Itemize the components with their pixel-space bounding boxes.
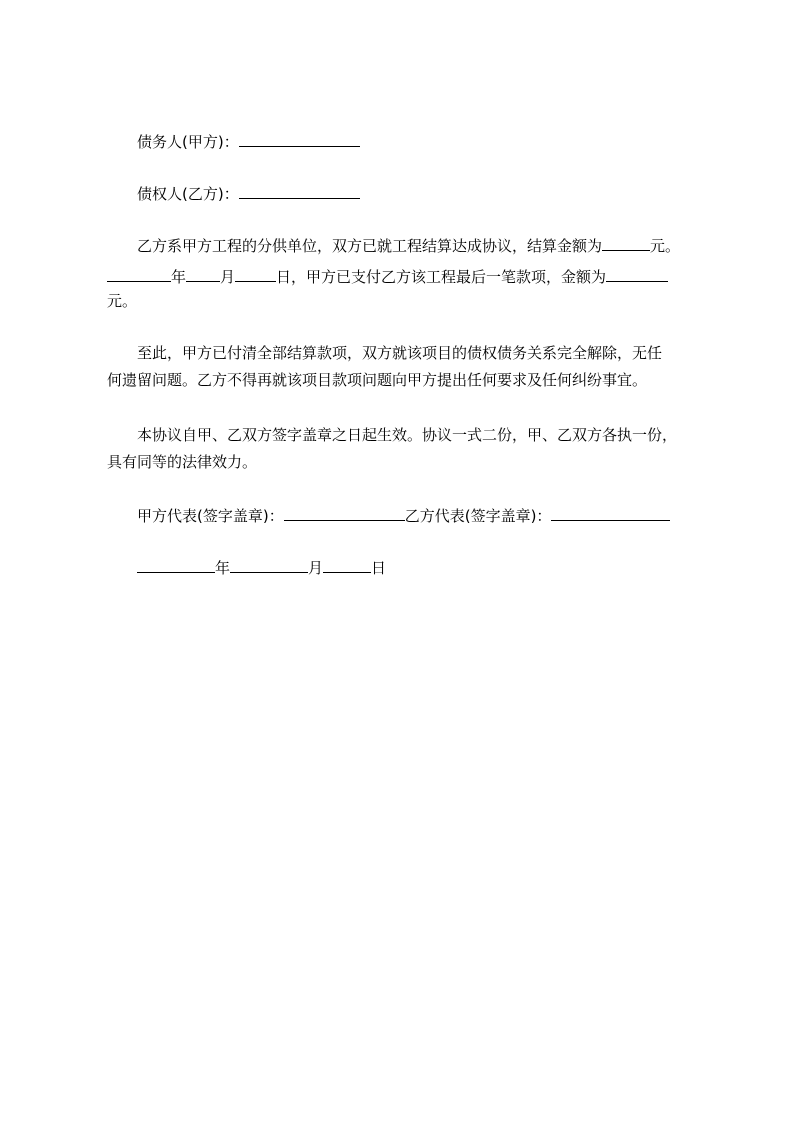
party-a-signature-blank[interactable]	[284, 506, 405, 521]
payment-text: 日，甲方已支付乙方该工程最后一笔款项，金额为	[276, 268, 607, 286]
debtor-label: 债务人(甲方)：	[137, 133, 239, 151]
payment-year-blank[interactable]	[107, 267, 171, 282]
paragraph3-line2	[107, 451, 257, 473]
sign-month-label: 月	[308, 559, 324, 577]
paragraph2-line1	[137, 342, 662, 364]
creditor-line	[137, 183, 360, 205]
sign-year-blank[interactable]	[137, 558, 215, 573]
effect-text-line2: 具有同等的法律效力。	[107, 453, 258, 471]
date-line	[137, 557, 386, 579]
paragraph2-line2	[107, 369, 647, 391]
paragraph1-line3	[107, 290, 137, 312]
party-b-signature-label: 乙方代表(签字盖章)：	[404, 507, 552, 525]
paragraph1-line2	[107, 266, 668, 288]
sign-day-label: 日	[371, 559, 387, 577]
creditor-label: 债权人(乙方)：	[137, 185, 239, 203]
settlement-unit: 元。	[650, 237, 681, 255]
debtor-blank[interactable]	[239, 132, 360, 147]
release-text-line1: 至此，甲方已付清全部结算款项，双方就该项目的债权债务关系完全解除，无任	[137, 344, 663, 362]
payment-year-label: 年	[171, 268, 187, 286]
creditor-blank[interactable]	[239, 184, 360, 199]
sign-year-label: 年	[215, 559, 231, 577]
release-text-line2: 何遗留问题。乙方不得再就该项目款项问题向甲方提出任何要求及任何纠纷事宜。	[107, 371, 648, 389]
payment-day-blank[interactable]	[235, 267, 276, 282]
paragraph1-line1	[137, 235, 680, 257]
effect-text-line1: 本协议自甲、乙双方签字盖章之日起生效。协议一式二份，甲、乙双方各执一份，	[137, 426, 678, 444]
payment-unit: 元。	[107, 292, 138, 310]
signature-line	[137, 505, 670, 527]
sign-month-blank[interactable]	[230, 558, 308, 573]
party-a-signature-label: 甲方代表(签字盖章)：	[137, 507, 284, 525]
party-b-signature-blank[interactable]	[551, 506, 670, 521]
payment-month-label: 月	[220, 268, 236, 286]
payment-amount-blank[interactable]	[606, 267, 668, 282]
settlement-amount-blank[interactable]	[602, 236, 650, 251]
settlement-text: 乙方系甲方工程的分供单位，双方已就工程结算达成协议，结算金额为	[137, 237, 603, 255]
payment-month-blank[interactable]	[186, 267, 220, 282]
paragraph3-line1	[137, 424, 677, 446]
sign-day-blank[interactable]	[323, 558, 371, 573]
debtor-line	[137, 131, 360, 153]
